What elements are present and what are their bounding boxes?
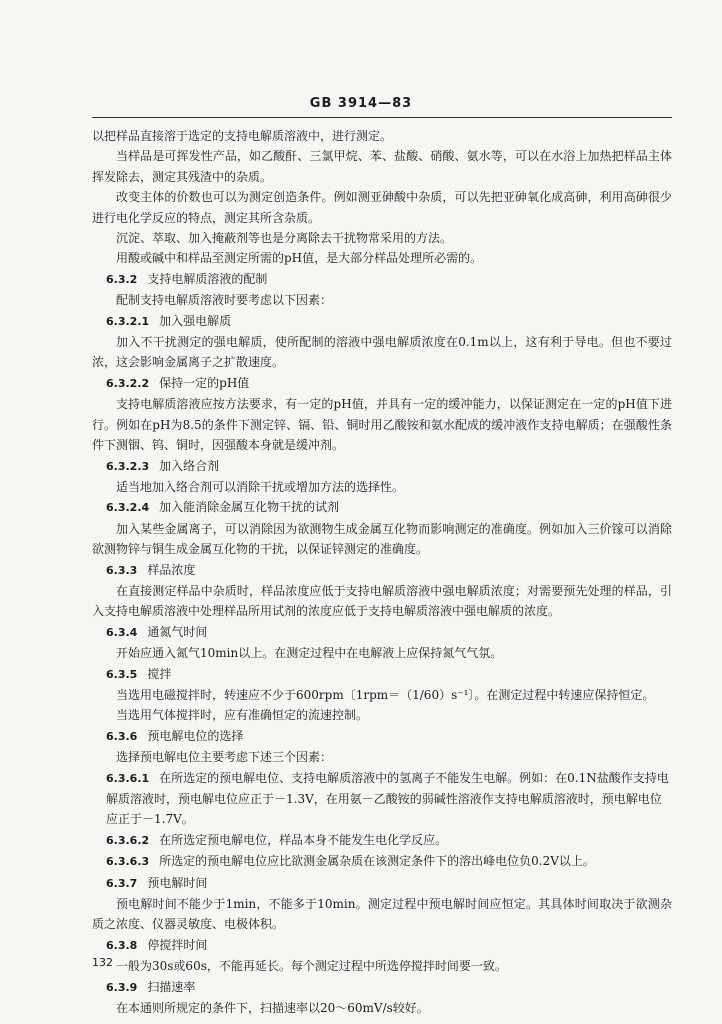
paragraph: 加入不干扰测定的强电解质，使所配制的溶液中强电解质浓度在0.1m以上，这有利于导电。但也不要过浓，这会影响金属离子之扩散速度。 (92, 335, 672, 370)
paragraph: 当选用电磁搅拌时，转速应不少于600rpm〔1rpm＝（1/60）s⁻¹〕。在测定过程中转速应保持恒定。 (116, 687, 655, 702)
section-heading (92, 830, 672, 851)
section-heading (92, 935, 672, 956)
section-number: 6.3.2.2 (106, 376, 150, 390)
section-heading (92, 977, 672, 998)
section-heading (92, 311, 672, 332)
paragraph: 适当地加入络合剂可以消除干扰或增加方法的选择性。 (116, 479, 405, 494)
paragraph: 支持电解质溶液应按方法要求，有一定的pH值，并具有一定的缓冲能力，以保证测定在一定的pH值下进行。例如在pH为8.5的条件下测定锌、镉、铅、铜时用乙酸铵和氨水配成的缓冲液作支持电解质；在强酸性条件下测铟、钨、铜时，因强酸本身就是缓冲剂。 (92, 397, 672, 453)
section-number: 6.3.6.2 (106, 833, 150, 847)
section-text: 加入络合剂 (159, 458, 220, 473)
section-text: 支持电解质溶液的配制 (147, 271, 268, 286)
paragraph: 一般为30s或60s，不能再延长。每个测定过程中所选停搅拌时间要一致。 (116, 959, 507, 974)
paragraph: 在直接测定样品中杂质时，样品浓度应低于支持电解质溶液中强电解质浓度；对需要预先处理的样品，引入支持电解质溶液中处理样品所用试剂的浓度应低于支持电解质溶液中强电解质的浓度。 (92, 583, 672, 619)
section-text: 通氮气时间 (147, 624, 208, 639)
document-body (92, 126, 672, 1018)
page-number: 132 (92, 956, 113, 969)
paragraph: 当样品是可挥发性产品，如乙酸酐、三氯甲烷、苯、盐酸、硝酸、氨水等，可以在水浴上加热把样品主体挥发除去，测定其残渣中的杂质。 (92, 149, 672, 184)
section-heading (92, 726, 672, 747)
section-text: 在所选定的预电解电位、支持电解质溶液中的氢离子不能发生电解。例如：在0.1N盐酸作支持电解质溶液时，预电解电位应正于－1.3V，在用氨－乙酸铵的弱碱性溶液作支持电解质溶液时，预电解电位应正于－1.7V。 (106, 770, 669, 827)
paragraph: 改变主体的价数也可以为测定创造条件。例如测亚砷酸中杂质，可以先把亚砷氧化成高砷，利用高砷很少进行电化学反应的特点，测定其所含杂质。 (92, 190, 672, 225)
document-header: GB 3914—83 (309, 96, 413, 111)
paragraph: 沉淀、萃取、加入掩蔽剂等也是分离除去干扰物常采用的方法。 (116, 231, 453, 246)
section-text: 加入强电解质 (159, 313, 232, 328)
paragraph: 用酸或碱中和样品至测定所需的pH值，是大部分样品处理所必需的。 (116, 251, 483, 266)
section-text: 样品浓度 (147, 562, 196, 577)
section-text: 加入能消除金属互化物干扰的试剂 (159, 500, 340, 515)
section-number: 6.3.6 (106, 729, 138, 743)
section-number: 6.3.3 (106, 563, 138, 577)
section-text: 搅拌 (147, 666, 172, 681)
section-text: 扫描速率 (147, 979, 196, 994)
section-text: 在所选定预电解电位，样品本身不能发生电化学反应。 (159, 832, 448, 847)
section-heading (92, 622, 672, 643)
section-text: 保持一定的pH值 (159, 375, 250, 390)
paragraph: 以把样品直接溶于选定的支持电解质溶液中，进行测定。 (92, 129, 393, 143)
section-number: 6.3.2.4 (106, 501, 150, 515)
section-number: 6.3.9 (106, 980, 138, 994)
header-rule (92, 117, 672, 118)
section-heading (92, 873, 672, 894)
section-heading (92, 560, 672, 581)
section-heading (92, 664, 672, 685)
section-text: 预电解电位的选择 (147, 728, 244, 743)
section-heading (92, 456, 672, 477)
section-number: 6.3.6.1 (106, 771, 150, 785)
section-text: 所选定的预电解电位应比欲测金属杂质在该测定条件下的溶出峰电位负0.2V以上。 (159, 854, 595, 869)
section-number: 6.3.8 (106, 938, 138, 952)
section-number: 6.3.5 (106, 667, 138, 681)
section-number: 6.3.2 (106, 272, 138, 286)
section-number: 6.3.4 (106, 625, 138, 639)
paragraph: 配制支持电解质溶液时要考虑以下因素： (116, 293, 333, 308)
section-number: 6.3.2.1 (106, 314, 150, 328)
section-text: 停搅拌时间 (147, 937, 208, 952)
paragraph: 当选用气体搅拌时，应有准确恒定的流速控制。 (116, 708, 369, 723)
paragraph: 预电解时间不能少于1min，不能多于10min。测定过程中预电解时间应恒定。其具体时间取决于欲测杂质之浓度、仪器灵敏度、电极体积。 (92, 897, 672, 932)
paragraph: 开始应通入氮气10min以上。在测定过程中在电解液上应保持氮气气氛。 (116, 646, 503, 661)
section-number: 6.3.7 (106, 876, 138, 890)
paragraph: 在本通则所规定的条件下，扫描速率以20～60mV/s较好。 (116, 1001, 429, 1016)
paragraph: 选择预电解电位主要考虑下述三个因素： (116, 750, 333, 765)
section-heading (92, 768, 672, 830)
section-heading (92, 373, 672, 394)
section-text: 预电解时间 (147, 875, 208, 890)
section-heading (92, 269, 672, 290)
section-heading (92, 497, 672, 518)
section-number: 6.3.6.3 (106, 855, 150, 869)
section-heading (92, 851, 672, 872)
section-number: 6.3.2.3 (106, 459, 150, 473)
paragraph: 加入某些金属离子，可以消除因为欲测物生成金属互化物而影响测定的准确度。例如加入三价镓可以消除欲测物锌与铜生成金属互化物的干扰，以保证锌测定的准确度。 (92, 521, 672, 557)
